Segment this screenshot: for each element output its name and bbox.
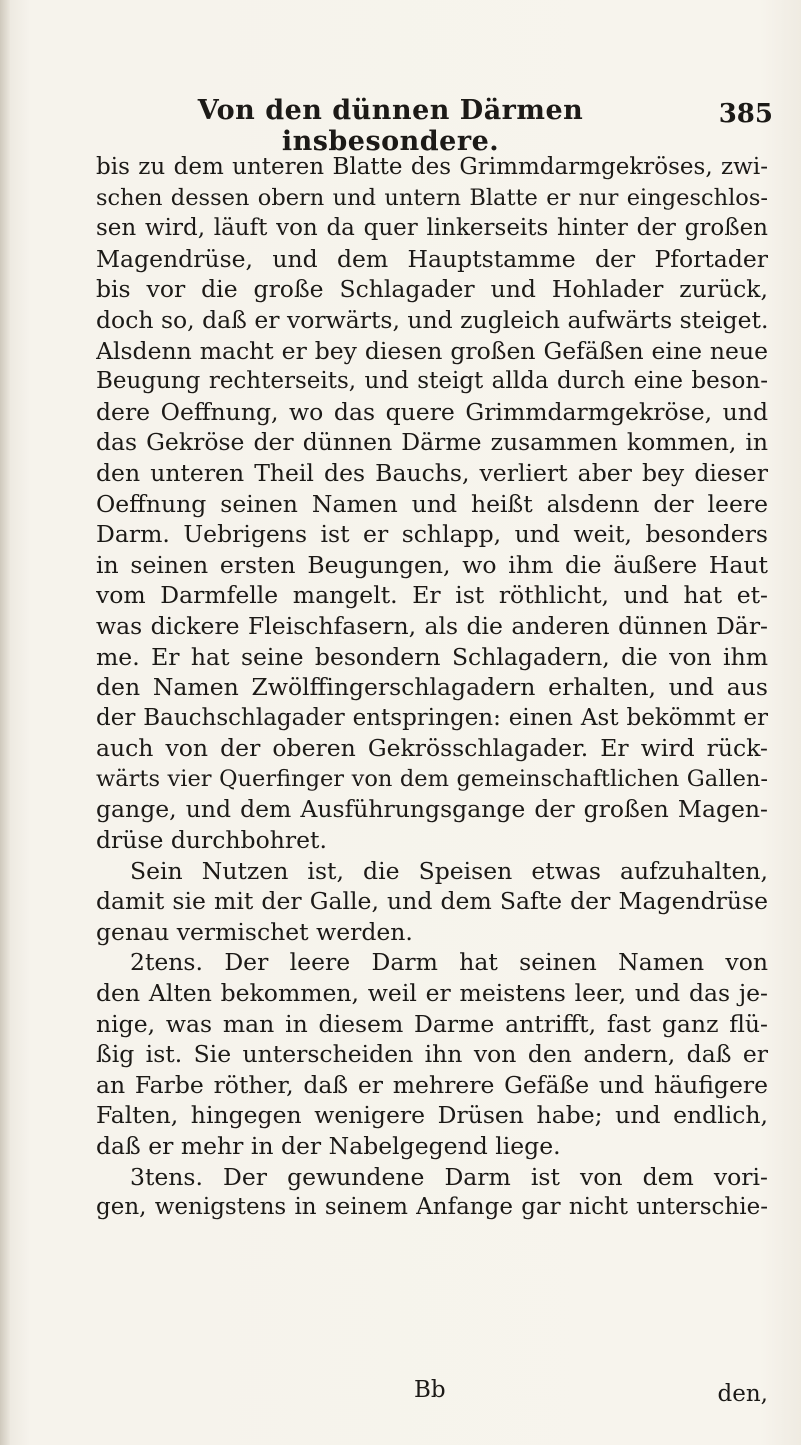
text-line: 3tens. Der gewundene Darm ist von dem vori- [130,1162,768,1191]
text-line: auch von der oberen Gekrösschlagader. Er wird rück- [96,734,768,763]
text-line: an Farbe röther, daß er mehrere Gefäße und häufigere [96,1070,768,1099]
text-line: drüse durchbohret. [96,826,327,855]
text-line: ßig ist. Sie unterscheiden ihn von den andern, daß er [96,1040,768,1069]
text-line: schen dessen obern und untern Blatte er nur eingeschlos- [96,184,768,211]
text-line: Falten, hingegen wenigere Drüsen habe; und endlich, [96,1101,768,1130]
running-head: Von den dünnen Därmen insbesondere. [197,95,584,157]
text-line: was dickere Fleischfasern, als die anderen dünnen Där- [96,611,768,640]
text-line: Oeffnung seinen Namen und heißt alsdenn der leere [96,489,768,518]
text-line: wärts vier Querfinger von dem gemeinschaftlichen Gallen- [96,765,768,792]
text-line: in seinen ersten Beugungen, wo ihm die äußere Haut [96,550,768,579]
text-line: nige, was man in diesem Darme antrifft, fast ganz flü- [96,1009,768,1038]
text-line: Beugung rechterseits, und steigt allda durch eine beson- [96,368,768,395]
binding-gutter [0,0,10,1445]
page-footer [96,1377,768,1407]
text-line: dere Oeffnung, wo das quere Grimmdarmgekröse, und [96,397,768,426]
text-line: bis zu dem unteren Blatte des Grimmdarmgekröses, zwi- [96,154,768,180]
text-line: Alsdenn macht er bey diesen großen Gefäßen eine neue [96,336,768,365]
text-line: der Bauchschlagader entspringen: einen Ast bekömmt er [96,704,768,731]
text-line: vom Darmfelle mangelt. Er ist röthlicht, und hat et- [96,581,768,610]
body-text [96,152,768,1223]
text-line: Magendrüse, und dem Hauptstamme der Pfortader [96,244,768,273]
text-line: damit sie mit der Galle, und dem Safte der Magendrüse [96,887,768,916]
catchword: den, [717,1381,768,1407]
text-line: me. Er hat seine besondern Schlagadern, die von ihm [96,642,768,671]
text-line: Darm. Uebrigens ist er schlapp, und weit, besonders [96,520,768,549]
text-line: gen, wenigstens in seinem Anfange gar nicht unterschie- [96,1194,768,1221]
text-line: Sein Nutzen ist, die Speisen etwas aufzuhalten, [130,856,768,885]
page-header [88,95,773,157]
text-line: daß er mehr in der Nabelgegend liege. [96,1132,561,1160]
text-line: das Gekröse der dünnen Därme zusammen kommen, in [96,428,768,457]
text-line: den unteren Theil des Bauchs, verliert aber bey dieser [96,458,768,487]
page-number: 385 [718,99,773,129]
text-line: doch so, daß er vorwärts, und zugleich aufwärts steiget. [96,305,768,334]
text-line: bis vor die große Schlagader und Hohlader zurück, [96,275,768,304]
signature-mark: Bb [414,1377,446,1403]
text-line: genau vermischet werden. [96,917,413,946]
text-line: sen wird, läuft von da quer linkerseits hinter der großen [96,215,768,242]
text-line: gange, und dem Ausführungsgange der großen Magen- [96,795,768,824]
text-line: den Alten bekommen, weil er meistens leer, und das je- [96,979,768,1008]
text-line: 2tens. Der leere Darm hat seinen Namen von [130,948,768,977]
text-line: den Namen Zwölffingerschlagadern erhalten, und aus [96,673,768,702]
